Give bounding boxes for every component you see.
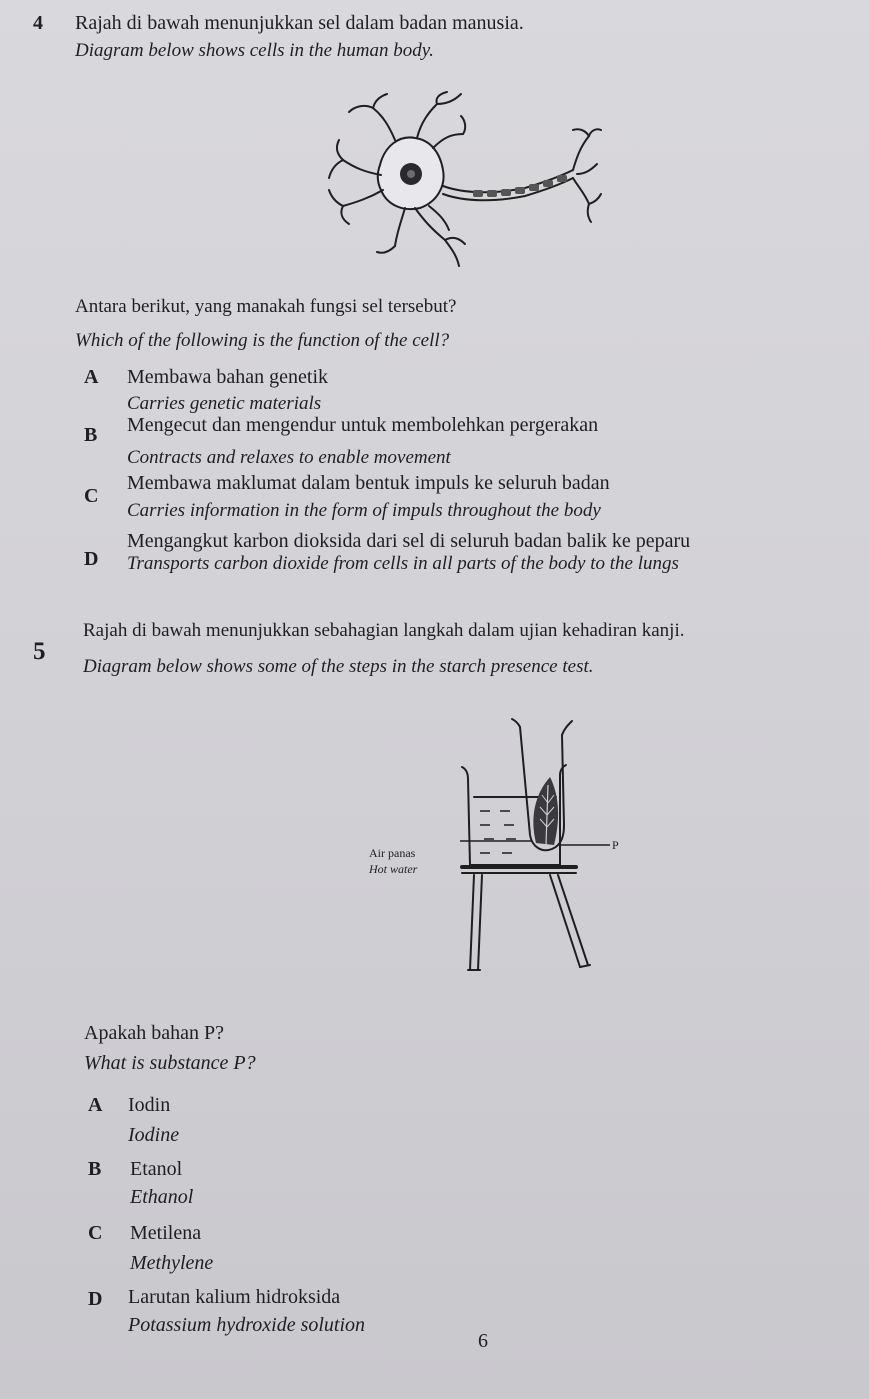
q4-option-c-en: Carries information in the form of impuls throughout the body bbox=[127, 500, 601, 521]
q4-option-a-letter: A bbox=[84, 366, 99, 388]
q5-question-en: What is substance P? bbox=[84, 1052, 256, 1074]
q5-option-b-ms: Etanol bbox=[130, 1158, 183, 1180]
q4-option-d-letter: D bbox=[84, 548, 99, 570]
q4-question-ms: Antara berikut, yang manakah fungsi sel tersebut? bbox=[75, 296, 457, 317]
q4-stem-ms: Rajah di bawah menunjukkan sel dalam badan manusia. bbox=[75, 12, 524, 34]
q5-option-b-letter: B bbox=[88, 1158, 102, 1180]
q4-option-c-ms: Membawa maklumat dalam bentuk impuls ke seluruh badan bbox=[127, 472, 610, 494]
q5-option-d-en: Potassium hydroxide solution bbox=[128, 1314, 366, 1336]
q4-option-d-ms: Mengangkut karbon dioksida dari sel di seluruh badan balik ke peparu bbox=[127, 530, 691, 552]
q5-number: 5 bbox=[33, 638, 46, 665]
q5-option-a-en: Iodine bbox=[128, 1124, 180, 1146]
q4-option-b-ms: Mengecut dan mengendur untuk membolehkan pergerakan bbox=[127, 414, 599, 436]
hot-water-label-ms: Air panas bbox=[369, 846, 416, 860]
q4-number: 4 bbox=[33, 12, 43, 34]
q4-option-b-en: Contracts and relaxes to enable movement bbox=[127, 447, 451, 468]
q5-option-a-letter: A bbox=[88, 1094, 103, 1116]
starch-test-apparatus bbox=[460, 715, 630, 975]
q4-question-en: Which of the following is the function of the cell? bbox=[75, 330, 450, 351]
q5-option-c-ms: Metilena bbox=[130, 1222, 202, 1244]
neuron-diagram bbox=[325, 90, 605, 275]
q4-option-c-letter: C bbox=[84, 485, 99, 507]
q5-option-d-ms: Larutan kalium hidroksida bbox=[128, 1286, 341, 1308]
q5-option-b-en: Ethanol bbox=[130, 1186, 194, 1208]
q4-option-b-letter: B bbox=[84, 424, 98, 446]
q5-option-c-letter: C bbox=[88, 1222, 103, 1244]
q4-option-d-en: Transports carbon dioxide from cells in all parts of the body to the lungs bbox=[127, 553, 679, 574]
hot-water-label-en: Hot water bbox=[369, 862, 418, 876]
q4-option-a-en: Carries genetic materials bbox=[127, 393, 322, 414]
q4-stem-en: Diagram below shows cells in the human body. bbox=[75, 40, 434, 61]
page-number: 6 bbox=[478, 1330, 488, 1352]
q5-option-a-ms: Iodin bbox=[128, 1094, 171, 1116]
q5-option-c-en: Methylene bbox=[130, 1252, 214, 1274]
q5-question-ms: Apakah bahan P? bbox=[84, 1022, 224, 1044]
q5-option-d-letter: D bbox=[88, 1288, 103, 1310]
q5-stem-en: Diagram below shows some of the steps in the starch presence test. bbox=[83, 656, 594, 677]
q4-option-a-ms: Membawa bahan genetik bbox=[127, 366, 329, 388]
substance-p-label: P bbox=[612, 838, 619, 852]
q5-stem-ms: Rajah di bawah menunjukkan sebahagian langkah dalam ujian kehadiran kanji. bbox=[83, 620, 685, 641]
